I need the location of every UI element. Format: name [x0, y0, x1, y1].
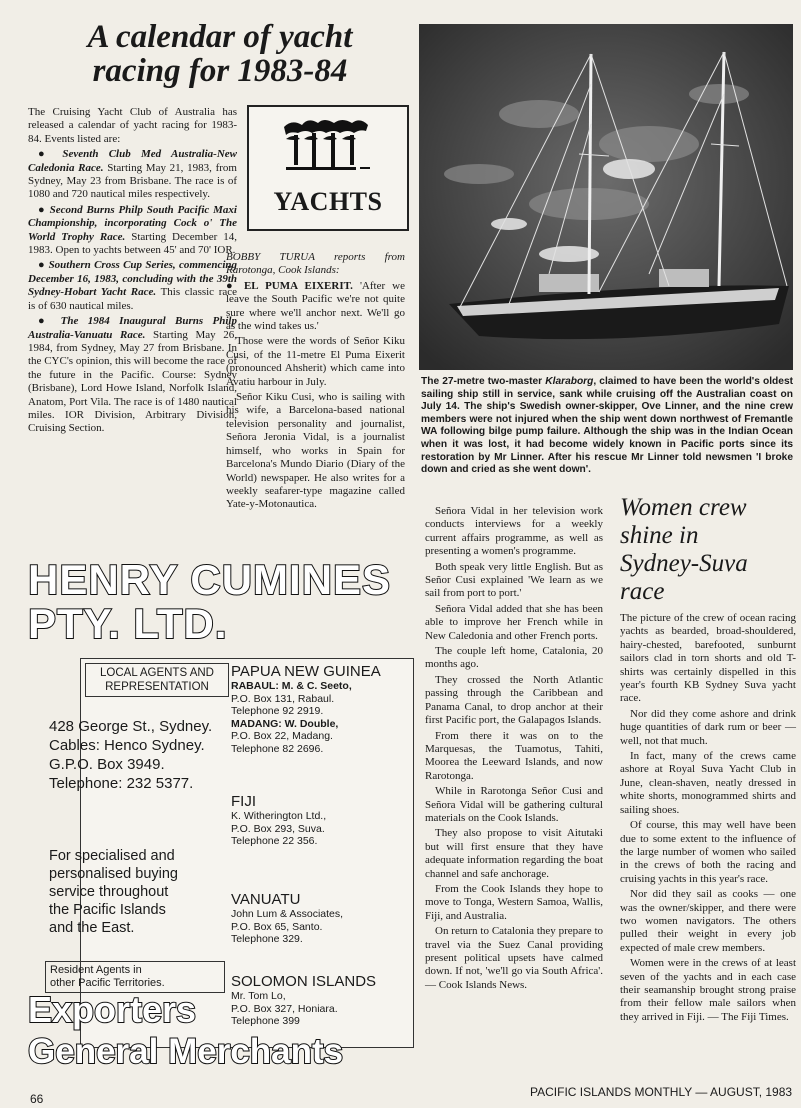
body-paragraph: Women were in the crews of at least seven of the yachts and in each case their seamanship brought strong praise from their fellow male sailors when they arrived in Fiji. — The Fiji Times. [620, 957, 796, 1023]
calendar-event: ● Southern Cross Cup Series, commencing December 16, 1983, concluding with the 39th Sydney-Hobart Yacht Race. This classic race is of 630 nautical miles. [28, 259, 238, 312]
region-solomon-islands: SOLOMON ISLANDS Mr. Tom Lo, P.O. Box 327, Honiara. Telephone 399 [231, 973, 377, 1027]
women-column [620, 612, 796, 1026]
body-paragraph: In fact, many of the crews came ashore at Royal Suva Yacht Club in June, clean-shaven, neatly dressed in white shorts, monogrammed shirts and sailing shoes. [620, 750, 796, 816]
body-paragraph: They also propose to visit Aitutaki but will first ensure that they have adequate information regarding the boat channel and safe anchorage. [425, 827, 603, 880]
calendar-intro: The Cruising Yacht Club of Australia has released a calendar of yacht racing for 1983-84. Events listed are: [28, 106, 237, 145]
page-number: 66 [30, 1092, 44, 1106]
henry-cumines-ad [28, 558, 414, 1078]
body-paragraph: Nor did they come ashore and drink huge quantities of dark rum or beer — well, not that much. [620, 707, 796, 747]
logo-label: YACHTS [273, 187, 383, 216]
body-paragraph: The couple left home, Catalonia, 20 months ago. [425, 645, 603, 671]
photo-caption: The 27-metre two-master Klaraborg, claimed to have been the world's oldest sailing ship still in service, sank while cruising off the Australian coast on July 14. The ship's Swedish owner-skipper, Ove Linner, and the nine crew members were not injured when the ship went down northwest of Fremantle WA following bilge pump failure. Although the ship was in the Indian Ocean when it was lost, it had become widely known in Pacific ports since its restoration by Mr Linner. After his rescue Mr Linner told newsmen 'I broke down and cried as she went down'. [421, 376, 793, 476]
body-paragraph: Señora Vidal in her television work conducts interviews for a weekly current affairs programme, as well as presenting a women's programme. [425, 505, 603, 558]
headline-line: race [620, 578, 665, 605]
body-paragraph: From there it was on to the Marquesas, the Tuamotus, Tahiti, Moorea the Leeward Islands, and now Rarotonga. [425, 729, 603, 782]
article-headline [40, 20, 400, 88]
region-png: PAPUA NEW GUINEA RABAUL: M. & C. Seeto, P.O. Box 131, Rabaul. Telephone 92 2919. MADANG: W. Double, P.O. Box 22, Madang. Telephone 82 2696. [231, 663, 381, 755]
body-paragraph: Of course, this may well have been due to some extent to the influence of the large number of women who sailed in the crews of both the racing and cruising yachts in this year's race. [620, 819, 796, 885]
calendar-event: ● Seventh Club Med Australia-New Caledonia Race. Starting May 21, 1983, from Sydney, May 23 from Brisbane. The race is of 1080 and 720 nautical miles respectively. [28, 148, 237, 201]
region-vanuatu: VANUATU John Lum & Associates, P.O. Box 65, Santo. Telephone 329. [231, 891, 344, 945]
body-paragraph: Both speak very little English. But as Señor Cusi explained 'We learn as we sail from port to port.' [425, 560, 603, 600]
body-paragraph: They crossed the North Atlantic passing through the Caribbean and Panama Canal, to drop anchor at their first Pacific port, the Galapagos Islands. [425, 673, 603, 727]
el-puma-paragraph: Señor Kiku Cusi, who is sailing with his wife, a Barcelona-based national television personality and journalist, Señora Jeronia Vidal, is a journalist himself, who works in Spain for Barcelona's Mundo Diario (Diary of the World) newspaper. He also writes for a weekly seafarer-type magazine called Yate-y-Motonautica. [226, 391, 405, 511]
company-suffix: PTY. LTD. [28, 600, 228, 647]
body-paragraph: The picture of the crew of ocean racing yachts as bearded, broad-shouldered, hairy-chested, barefooted, sunburnt sailors clad in torn shorts and old T-shirts was certainly dispelled in this year's fourth KB Sydney Suva yacht race. [620, 612, 796, 705]
body-paragraph: Señora Vidal added that she has been able to improve her French while in New Caledonia and other French ports. [425, 602, 603, 642]
calendar-event: ● Second Burns Philp South Pacific Maxi Championship, incorporating Cock o' The World Trophy Race. Starting December 14, 1983. Open to yachts between 45' and 70' IOR. [28, 203, 237, 257]
palm-trees-icon [276, 117, 376, 177]
tagline-exporters: Exporters [28, 989, 197, 1030]
body-paragraph: While in Rarotonga Señor Cusi and Señora Vidal will be gathering cultural materials on the Cook Islands. [425, 785, 603, 824]
body-paragraph: From the Cook Islands they hope to move to Tonga, Western Samoa, Wallis, Fiji, and Australia. [425, 882, 603, 922]
region-fiji: FIJI K. Witherington Ltd., P.O. Box 293, Suva. Telephone 22 356. [231, 793, 327, 847]
yachts-logo [247, 105, 409, 231]
byline: BOBBY TURUA reports from Rarotonga, Cook Islands: [226, 251, 405, 277]
body-paragraph: On return to Catalonia they prepare to travel via the Suez Canal providing present political upsets have calmed down. If not, 'we'll go via South Africa'. — Cook Islands News. [425, 925, 603, 991]
service-text: For specialised and personalised buying service throughout the Pacific Islands and the East. [49, 848, 178, 936]
headline-line: Sydney-Suva [620, 550, 748, 577]
body-paragraph: Nor did they sail as cooks — one was the owner/skipper, and there were two women navigators. The others pulled their weight in every job expected of male crew members. [620, 888, 796, 954]
headline-line-1: A calendar of yacht [87, 19, 353, 55]
women-crew-headline [620, 494, 800, 606]
agents-label: LOCAL AGENTS AND REPRESENTATION [85, 663, 229, 697]
tagline-merchants: General Merchants [28, 1032, 344, 1071]
vidal-column [425, 505, 603, 994]
company-name: HENRY CUMINES [28, 556, 392, 603]
calendar-event: ● The 1984 Inaugural Burns Philp Australia-Vanuatu Race. Starting May 26, 1984, from Sydney, May 27 from Brisbane. In the CYC's opinion, this will become the race of the future in the Pacific. Course: Sydney (Brisbane), Lord Howe Island, Norfolk Island, Anatom, Port Vila. The race is of 1480 nautical miles. IOR Division, Arbitrary Division, Cruising Section. [28, 315, 238, 435]
magazine-footer: PACIFIC ISLANDS MONTHLY — AUGUST, 1983 [530, 1085, 793, 1099]
sydney-address: 428 George St., Sydney. Cables: Henco Sydney. G.P.O. Box 3949. Telephone: 232 5377. [49, 718, 213, 792]
el-puma-column [226, 251, 405, 514]
calendar-column [28, 106, 237, 438]
headline-line: Women crew [620, 494, 747, 521]
el-puma-paragraph: Those were the words of Señor Kiku Cusi, of the 11-metre El Puma Eixerit (pronounced Ahsherit) which came into Avatiu harbour in July. [226, 335, 405, 388]
ship-photo [419, 24, 793, 370]
sailing-ship-icon [419, 24, 793, 370]
headline-line: shine in [620, 522, 699, 549]
headline-line-2: racing for 1983-84 [92, 53, 348, 89]
el-puma-paragraph: ● EL PUMA EIXERIT. 'After we leave the South Pacific we're not quite sure where we'll anchor next. We'll go as the wind takes us.' [226, 279, 405, 333]
resident-agents-note: Resident Agents in other Pacific Territories. [45, 961, 225, 993]
